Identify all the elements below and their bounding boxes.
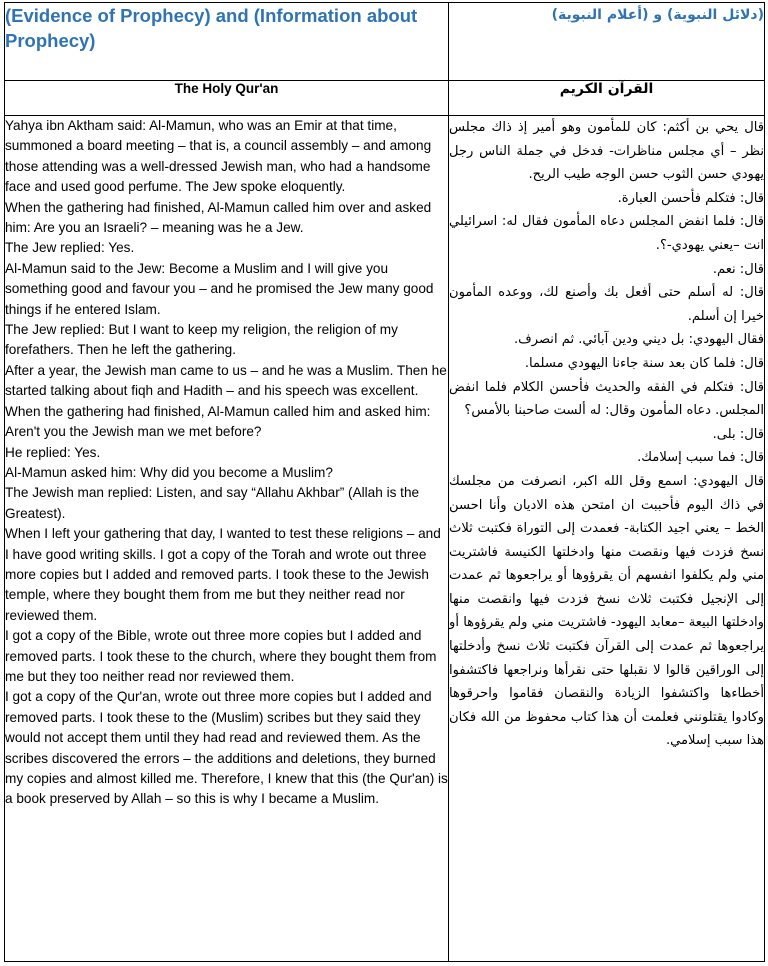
content-row (5, 116, 765, 962)
arabic-text-cell (449, 116, 765, 962)
arabic-paragraph: فقال اليهودي: بل ديني ودين آبائي. ثم انصرف. (513, 332, 764, 348)
arabic-paragraph: قال: فما سبب إسلامك. (637, 450, 764, 466)
english-column-header: The Holy Qur'an (5, 81, 449, 116)
english-title: (Evidence of Prophecy) and (Information about Prophecy) (5, 3, 449, 81)
english-paragraph: Al-Mamun asked him: Why did you become a Muslim? (5, 464, 333, 480)
arabic-paragraph: قال: نعم. (712, 261, 764, 277)
arabic-paragraph: قال اليهودي: اسمع وقل الله اكبر، انصرفت من مجلسك في ذاك اليوم فأحببت ان امتحن هذه الاديان وأنا احسن الخط – يعني اجيد الكتابة- فعمدت إلى التوراة فكتبت ثلاث نسخ فزدت فيها ونقصت منها وادخلتها الكنيسة فاشتريت مني ولم يكلفوا انفسهم أن يقرؤوها أو يراجعوها ثم عمدت إلى الإنجيل فكتبت ثلاث نسخ فزدت فيها وانقصت منها وادخلتها البيعة –معابد اليهود- فاشتريت مني ولم يقرؤوها أو يراجعوها ثم عمدت إلى القرآن فكتبت ثلاث نسخ وأدخلتها إلى الوراقين قالوا لا نقبلها حتى نقرأها ونراجعها فاكتشفوا أخطاءها واكتشفوا الزيادة والنقصان فقاموا واحرقوها وكادوا يقتلونني فعلمت أن هذا كتاب محفوظ من الله فكان هذا سبب إسلامي. (449, 473, 764, 749)
english-paragraph: After a year, the Jewish man came to us – and he was a Muslim. Then he started talking about fiqh and Hadith – and his speech was excellent. (5, 362, 447, 399)
arabic-column-header: القرآن الكريم (449, 81, 765, 116)
english-text-cell (5, 116, 449, 962)
header-row (5, 81, 765, 116)
arabic-paragraph: قال: له أسلم حتى أفعل بك وأصنع لك، ووعده المأمون خيرا إن أسلم. (449, 285, 764, 324)
english-paragraph: The Jewish man replied: Listen, and say “Allahu Akhbar” (Allah is the Greatest). (5, 485, 420, 521)
arabic-paragraph: قال: فتكلم في الفقه والحديث فأحسن الكلام فلما انفض المجلس. دعاه المأمون وقال: له ألست صاحبنا بالأمس؟ (449, 379, 764, 419)
arabic-paragraph: قال: فلما كان بعد سنة جاءنا اليهودي مسلما. (524, 355, 764, 371)
english-paragraph: He replied: Yes. (5, 444, 101, 460)
english-paragraph: When the gathering had finished, Al-Mamun called him over and asked him: Are you an Israeli? – meaning was he a Jew. (5, 199, 432, 236)
arabic-paragraph: قال: فلما انفض المجلس دعاه المأمون فقال له: اسرائيلي انت –يعني يهودي-؟. (449, 214, 764, 253)
english-paragraph: The Jew replied: But I want to keep my religion, the religion of my forefathers. Then he left the gathering. (5, 322, 398, 358)
english-paragraph: I got a copy of the Bible, wrote out three more copies but I added and removed parts. I took these to the church, where they bought them from me but they too neither read nor reviewed them. (5, 628, 437, 684)
english-paragraph: Al-Mamun said to the Jew: Become a Muslim and I will give you something good and favour you – and he promised the Jew many good things if he entered Islam. (5, 260, 434, 317)
english-paragraph: I got a copy of the Qur'an, wrote out three more copies but I added and removed parts. I took these to the (Muslim) scribes but they said they would not accept them until they had read and reviewed them. As the scribes discovered the errors – the additions and deletions, they burned my copies and almost killed me. Therefore, I knew that this (the Qur'an) is a book preserved by Allah – so this is why I became a Muslim. (5, 689, 448, 807)
arabic-paragraph: قال يحي بن أكثم: كان للمأمون وهو أمير إذ ذاك مجلس نظر – أي مجلس مناظرات- فدخل في جملة الناس رجل يهودي حسن الثوب حسن الوجه طيب الريح. (449, 120, 764, 183)
english-paragraph: When I left your gathering that day, I wanted to test these religions – and I have good writing skills. I got a copy of the Torah and wrote out three more copies but I added and removed parts. I took these to the Jewish temple, where they bought them from me but they neither read nor reviewed them. (5, 526, 441, 623)
english-paragraph: Yahya ibn Aktham said: Al-Mamun, who was an Emir at that time, summoned a board meeting – that is, a council assembly – and among those attending was a well-dressed Jewish man, who had a handsome face and used good perfume. The Jew spoke eloquently. (5, 118, 432, 195)
bilingual-table (4, 2, 765, 962)
english-paragraph: When the gathering had finished, Al-Mamun called him and asked him: Aren't you the Jewish man we met before? (5, 403, 431, 440)
english-paragraph: The Jew replied: Yes. (5, 240, 135, 256)
arabic-paragraph: قال: بلى. (712, 426, 764, 442)
arabic-title: (دلائل النبوية) و (أعلام النبوية) (449, 3, 765, 81)
title-row (5, 3, 765, 81)
arabic-paragraph: قال: فتكلم فأحسن العبارة. (617, 190, 764, 206)
